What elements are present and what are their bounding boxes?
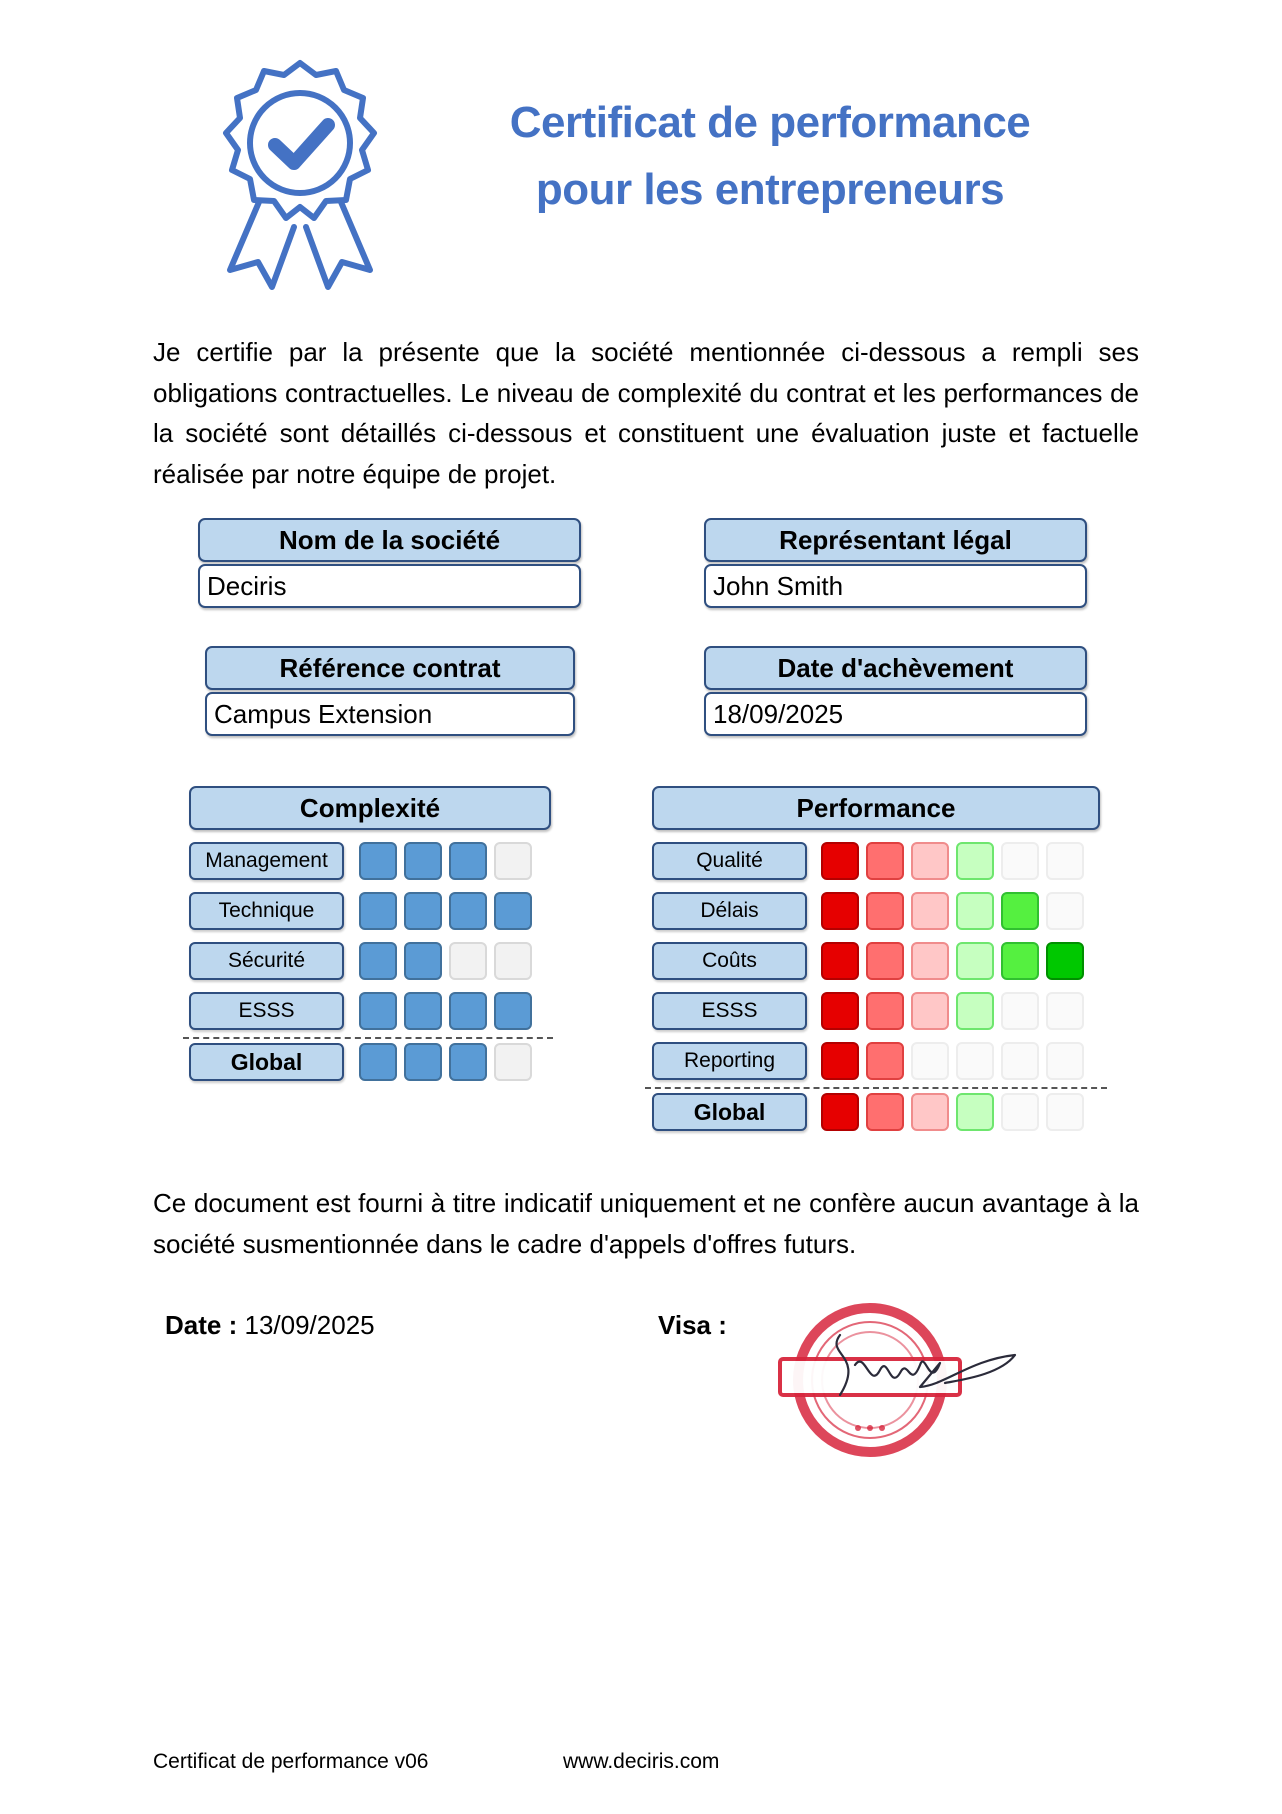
rating-cells — [359, 892, 532, 930]
criterion-label: Coûts — [652, 942, 807, 980]
rating-cell-filled — [911, 892, 949, 930]
rating-cell-filled — [821, 1093, 859, 1131]
rating-cell-empty — [1046, 842, 1084, 880]
rating-cells — [359, 992, 532, 1030]
rating-cell-empty — [1001, 1093, 1039, 1131]
rating-cell-filled — [866, 1093, 904, 1131]
contract-reference-label: Référence contrat — [205, 646, 575, 690]
rating-cell-filled — [911, 992, 949, 1030]
rating-cell-empty — [449, 942, 487, 980]
completion-date-label: Date d'achèvement — [704, 646, 1087, 690]
rating-cell-empty — [956, 1042, 994, 1080]
footer-website: www.deciris.com — [563, 1750, 720, 1773]
intro-paragraph: Je certifie par la présente que la société mentionnée ci-dessous a rempli ses obligations contractuelles. Le niveau de complexité du contrat et les performances de la société sont détaillés ci-dessous et constituent une évaluation juste et factuelle réalisée par notre équipe de projet. — [153, 337, 1139, 489]
rating-cell-filled — [956, 992, 994, 1030]
rating-cell-filled — [359, 842, 397, 880]
criterion-label: ESSS — [189, 992, 344, 1030]
global-label: Global — [652, 1093, 807, 1131]
criterion-label: Sécurité — [189, 942, 344, 980]
rating-cells — [821, 992, 1084, 1030]
footer-version: Certificat de performance v06 — [153, 1750, 429, 1773]
rating-cell-empty — [1046, 1042, 1084, 1080]
criterion-label: Technique — [189, 892, 344, 930]
rating-cell-filled — [956, 1093, 994, 1131]
rating-cell-filled — [404, 1043, 442, 1081]
rating-cells — [821, 892, 1084, 930]
rating-cell-filled — [404, 942, 442, 980]
visa-label: Visa : — [658, 1310, 727, 1340]
criterion-label: Reporting — [652, 1042, 807, 1080]
rating-cell-empty — [1046, 1093, 1084, 1131]
contract-reference-value: Campus Extension — [205, 692, 575, 736]
rating-cell-filled — [1001, 892, 1039, 930]
rating-cell-empty — [1001, 842, 1039, 880]
rating-cell-filled — [911, 942, 949, 980]
separator-line — [183, 1037, 553, 1039]
signature-stamp-icon — [770, 1295, 1040, 1465]
criterion-label: ESSS — [652, 992, 807, 1030]
rating-cell-filled — [866, 892, 904, 930]
rating-cell-filled — [494, 992, 532, 1030]
rating-cell-filled — [911, 1093, 949, 1131]
disclaimer-paragraph: Ce document est fourni à titre indicatif uniquement et ne confère aucun avantage à la société susmentionnée dans le cadre d'appels d'offres futurs. — [153, 1188, 1139, 1259]
completion-date-value: 18/09/2025 — [704, 692, 1087, 736]
rating-cell-filled — [404, 892, 442, 930]
title-line-2: pour les entrepreneurs — [535, 165, 1005, 215]
rating-cells — [821, 1093, 1084, 1131]
complexity-header: Complexité — [189, 786, 551, 830]
rating-cells — [359, 1043, 532, 1081]
company-name-label: Nom de la société — [198, 518, 581, 562]
legal-representative-label: Représentant légal — [704, 518, 1087, 562]
rating-cell-filled — [1046, 942, 1084, 980]
rating-cell-filled — [866, 942, 904, 980]
rating-cells — [821, 942, 1084, 980]
rating-cell-filled — [494, 892, 532, 930]
rating-cell-filled — [821, 892, 859, 930]
rating-cell-filled — [866, 842, 904, 880]
criterion-label: Management — [189, 842, 344, 880]
rating-cell-filled — [1001, 942, 1039, 980]
date-label: Date : — [165, 1310, 238, 1340]
rating-cell-filled — [359, 992, 397, 1030]
criterion-label: Qualité — [652, 842, 807, 880]
rating-cell-filled — [821, 842, 859, 880]
performance-header: Performance — [652, 786, 1100, 830]
rating-cell-filled — [821, 942, 859, 980]
rating-cell-filled — [449, 992, 487, 1030]
rating-cell-filled — [449, 1043, 487, 1081]
rating-cell-filled — [866, 1042, 904, 1080]
rating-cell-empty — [1046, 992, 1084, 1030]
rating-cells — [821, 842, 1084, 880]
legal-representative-value: John Smith — [704, 564, 1087, 608]
rating-cell-filled — [821, 1042, 859, 1080]
global-label: Global — [189, 1043, 344, 1081]
rating-cell-filled — [359, 892, 397, 930]
rating-cell-filled — [404, 842, 442, 880]
criterion-label: Délais — [652, 892, 807, 930]
certificate-title — [420, 100, 1120, 213]
award-ribbon-check-icon — [210, 55, 390, 295]
signature-date — [165, 1310, 375, 1341]
rating-cell-filled — [956, 942, 994, 980]
rating-cell-filled — [359, 1043, 397, 1081]
company-name-value: Deciris — [198, 564, 581, 608]
rating-cell-filled — [866, 992, 904, 1030]
title-line-1: Certificat de performance — [509, 98, 1031, 147]
rating-cell-filled — [449, 842, 487, 880]
rating-cell-filled — [404, 992, 442, 1030]
date-value: 13/09/2025 — [244, 1310, 375, 1340]
visa-label-wrap — [658, 1310, 727, 1341]
rating-cell-empty — [494, 1043, 532, 1081]
rating-cell-filled — [911, 842, 949, 880]
rating-cell-empty — [494, 942, 532, 980]
rating-cell-filled — [449, 892, 487, 930]
rating-cell-empty — [1046, 892, 1084, 930]
rating-cells — [359, 942, 532, 980]
rating-cell-empty — [494, 842, 532, 880]
rating-cell-filled — [359, 942, 397, 980]
rating-cell-empty — [1001, 1042, 1039, 1080]
rating-cell-empty — [911, 1042, 949, 1080]
rating-cell-filled — [821, 992, 859, 1030]
rating-cells — [821, 1042, 1084, 1080]
rating-cell-empty — [1001, 992, 1039, 1030]
separator-line — [645, 1087, 1107, 1089]
rating-cell-filled — [956, 842, 994, 880]
rating-cells — [359, 842, 532, 880]
rating-cell-filled — [956, 892, 994, 930]
